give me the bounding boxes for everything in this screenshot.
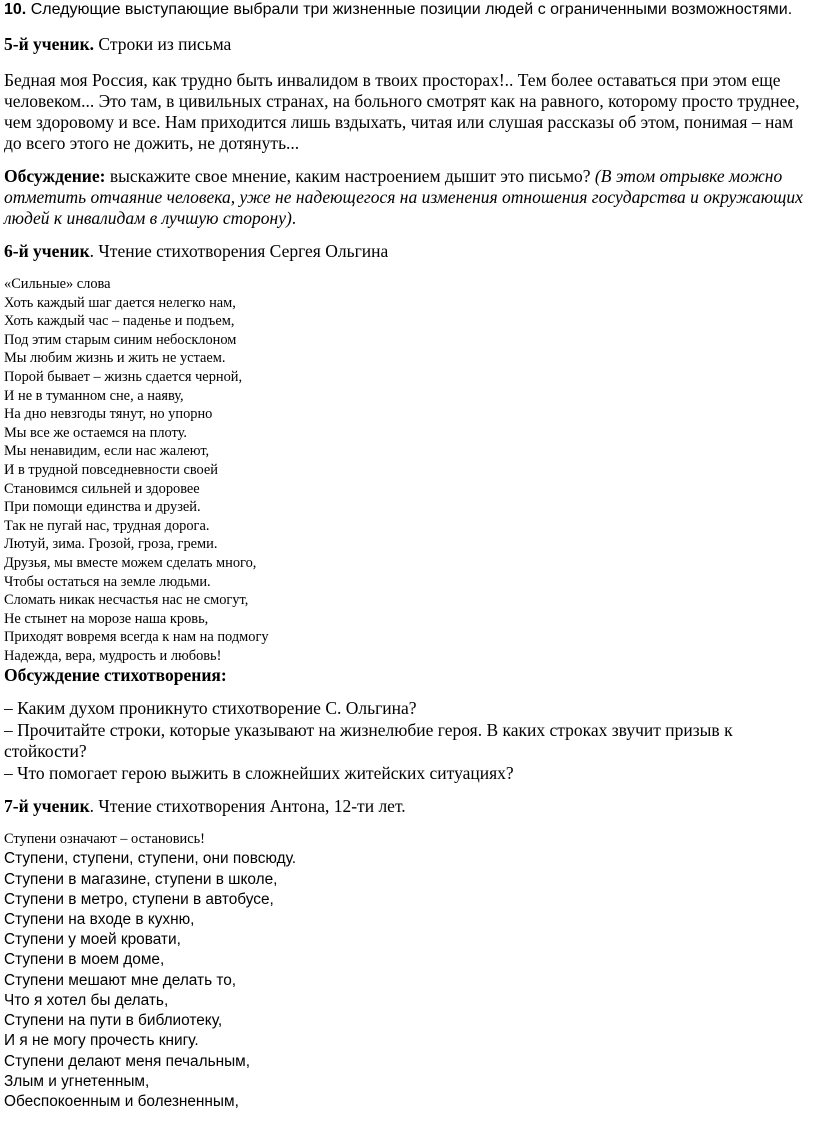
discussion1-question: выскажите свое мнение, каким настроением дышит это письмо? [105,166,595,186]
poem2-line: Ступени в метро, ступени в автобусе, [4,890,274,908]
letter-paragraph: Бедная моя Россия, как трудно быть инвалидом в твоих просторах!.. Тем более оставаться при этом еще человеком... Это там, в цивильных странах, на больного смотрят как на равного, которому просто труднее, чем здоровому и все. Нам приходится лишь вздыхать, читая или слушая рассказы об этом, понимая – нам до всего этого не дожить, не дотянуть... [4,70,800,153]
poem1-line: Мы все же остаемся на плоту. [4,424,187,441]
poem2-line: Ступени мешают мне делать то, [4,971,237,989]
poem1-line: Надежда, вера, мудрость и любовь! [4,647,222,664]
poem1-line: Становимся сильней и здоровее [4,480,200,497]
intro-text: Следующие выступающие выбрали три жизненные позиции людей с ограниченными возможностями. [26,1,793,18]
poem2-line: Ступени у моей кровати, [4,931,181,949]
student6-heading [4,241,812,262]
discussion1-paragraph [4,166,812,229]
poem2-line: Злым и угнетенным, [4,1072,150,1090]
poem2-first-line: Ступени означают – остановись! [4,831,205,848]
poem1-line: Под этим старым синим небосклоном [4,331,237,348]
discussion1-end: . [291,208,297,228]
poem1-line: На дно невзгоды тянут, но упорно [4,406,213,423]
poem1-line: Мы ненавидим, если нас жалеют, [4,443,210,460]
poem1-line: Мы любим жизнь и жить не устаем. [4,350,226,367]
student5-heading [4,34,812,55]
discussion1-label: Обсуждение: [4,166,106,186]
poem1-line: Хоть каждый час – паденье и подъем, [4,313,235,330]
discussion2-question: – Прочитайте строки, которые указывают на жизнелюбие героя. В каких строках звучит призыв к стойкости? [4,719,733,762]
poem2-line: Ступени делают меня печальным, [4,1052,251,1070]
poem1-line: Хоть каждый шаг дается нелегко нам, [4,294,236,311]
poem1-line: Лютуй, зима. Грозой, гроза, греми. [4,536,218,553]
poem2-line: Ступени в магазине, ступени в школе, [4,870,278,888]
poem1-line: Чтобы остаться на земле людьми. [4,573,211,590]
poem2-line: Ступени на входе в кухню, [4,911,195,929]
student5-label: 5-й ученик. [4,34,95,54]
poem2-line: Ступени в моем доме, [4,951,165,969]
poem1-line: «Сильные» слова [4,276,111,292]
student7-label: 7-й ученик [4,796,90,817]
poem2-line: Что я хотел бы делать, [4,991,169,1009]
poem1 [4,275,812,665]
poem1-line: При помощи единства и друзей. [4,499,201,516]
student7-title: . Чтение стихотворения Антона, 12-ти лет. [89,796,406,817]
discussion2-question: – Что помогает герою выжить в сложнейших житейских ситуациях? [4,762,514,783]
poem1-line: Не стынет на морозе наша кровь, [4,610,209,627]
student5-title: Строки из письма [94,34,232,54]
poem1-line: И в трудной повседневности своей [4,461,219,478]
student6-title: . Чтение стихотворения Сергея Ольгина [89,241,389,261]
student6-label: 6-й ученик [4,241,90,261]
poem1-line: Сломать никак несчастья нас не смогут, [4,592,249,609]
poem2 [4,849,812,1112]
poem1-line: Порой бывает – жизнь сдается черной, [4,368,243,385]
intro-paragraph [4,0,812,19]
poem2-line: Обеспокоенным и болезненным, [4,1092,239,1110]
discussion1-answer: (В этом отрывке можно отметить отчаяние человека, уже не надеющегося на изменения отношения государства и окружающих людей к инвалидам в лучшую сторону) [4,166,803,228]
discussion2-questions [4,698,812,784]
poem1-line: И не в туманном сне, а наяву, [4,387,184,404]
discussion2-heading: Обсуждение стихотворения: [4,665,227,686]
poem2-line: Ступени на пути в библиотеку, [4,1012,223,1030]
intro-number: 10. [4,1,27,18]
poem2-line: И я не могу прочесть книгу. [4,1032,199,1050]
discussion2-question: – Каким духом проникнуто стихотворение С. Ольгина? [4,698,417,719]
poem1-line: Друзья, мы вместе можем сделать много, [4,554,257,571]
poem2-line: Ступени, ступени, ступени, они повсюду. [4,850,297,868]
poem1-line: Так не пугай нас, трудная дорога. [4,517,210,534]
student7-heading [4,796,812,817]
poem1-line: Приходят вовремя всегда к нам на подмогу [4,629,269,646]
